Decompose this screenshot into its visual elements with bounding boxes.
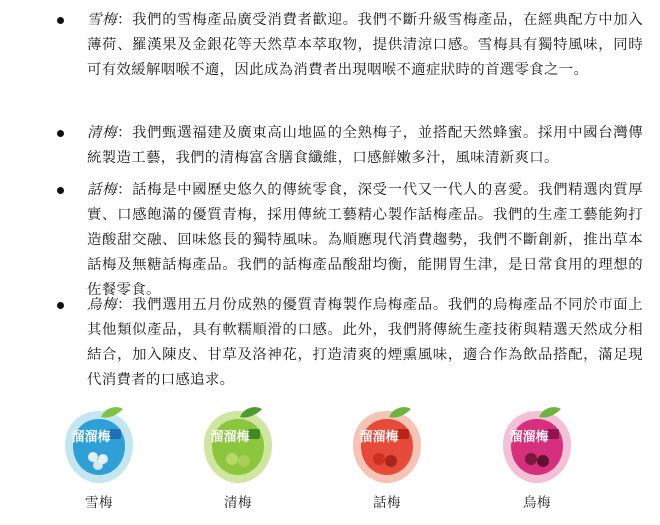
bullet-body: 話梅是中國歷史悠久的傳統零食，深受一代又一代人的喜愛。我們精選肉質厚實、口感飽滿的優質青梅，採用傳統工藝精心製作話梅產品。我們的生產工藝能夠打造酸甜交融、回味悠長的獨特風味。為順應現代消費趨勢，我們不斷創新，推出草本話梅及無糖話梅產品。我們的話梅產品酸甜均衡，能開胃生津，是日常食用的理想的佐餐零食。 (87, 182, 644, 298)
product-package-image (61, 405, 137, 487)
bullet-term: 烏梅 (87, 297, 118, 313)
product-caption: 雪梅 (85, 495, 113, 511)
bullet-dot (57, 302, 64, 309)
product-package-image (349, 405, 425, 487)
product-qingmei (178, 405, 298, 525)
product-caption: 清梅 (224, 495, 252, 511)
package-brand-text: 溜溜梅 (210, 430, 250, 445)
bullet-term: 清梅 (87, 125, 118, 141)
product-wumei (477, 405, 597, 525)
package-brand-text: 溜溜梅 (509, 430, 549, 445)
bullet-term: 雪梅 (87, 12, 118, 28)
bullet-paragraph (87, 121, 643, 171)
bullet-paragraph (87, 178, 643, 303)
product-xuemei (39, 405, 159, 525)
product-caption: 話梅 (373, 495, 401, 511)
package-brand-text: 溜溜梅 (359, 430, 399, 445)
bullet-separator: ： (117, 297, 133, 313)
bullet-paragraph (87, 8, 643, 83)
package-brand-text: 溜溜梅 (71, 430, 111, 445)
product-package-image (200, 405, 276, 487)
bullet-term: 話梅 (87, 182, 118, 198)
product-huamei (327, 405, 447, 525)
bullet-dot (57, 17, 64, 24)
bullet-paragraph (87, 293, 643, 393)
bullet-body: 我們甄選福建及廣東高山地區的全熟梅子，並搭配天然蜂蜜。採用中國台灣傳統製造工藝，我們的清梅富含膳食纖維，口感鮮嫩多汁，風味清新爽口。 (87, 125, 644, 166)
bullet-separator: ： (117, 182, 133, 198)
bullet-separator: ： (117, 125, 133, 141)
bullet-body: 我們的雪梅產品廣受消費者歡迎。我們不斷升級雪梅產品，在經典配方中加入薄荷、羅漢果及金銀花等天然草本萃取物，提供清涼口感。雪梅具有獨特風味，同時可有效緩解咽喉不適，因此成為消費者出現咽喉不適症狀時的首選零食之一。 (87, 12, 644, 78)
bullet-dot (57, 187, 64, 194)
product-gallery (0, 405, 660, 525)
product-package-image (499, 405, 575, 487)
bullet-separator: ： (117, 12, 133, 28)
bullet-body: 我們選用五月份成熟的優質青梅製作烏梅產品。我們的烏梅產品不同於市面上其他類似產品，具有軟糯順滑的口感。此外，我們將傳統生產技術與精選天然成分相結合，加入陳皮、甘草及洛神花，打造清爽的煙熏風味，適合作為飲品搭配，滿足現代消費者的口感追求。 (87, 297, 644, 388)
product-caption: 烏梅 (523, 495, 551, 511)
bullet-dot (57, 130, 64, 137)
